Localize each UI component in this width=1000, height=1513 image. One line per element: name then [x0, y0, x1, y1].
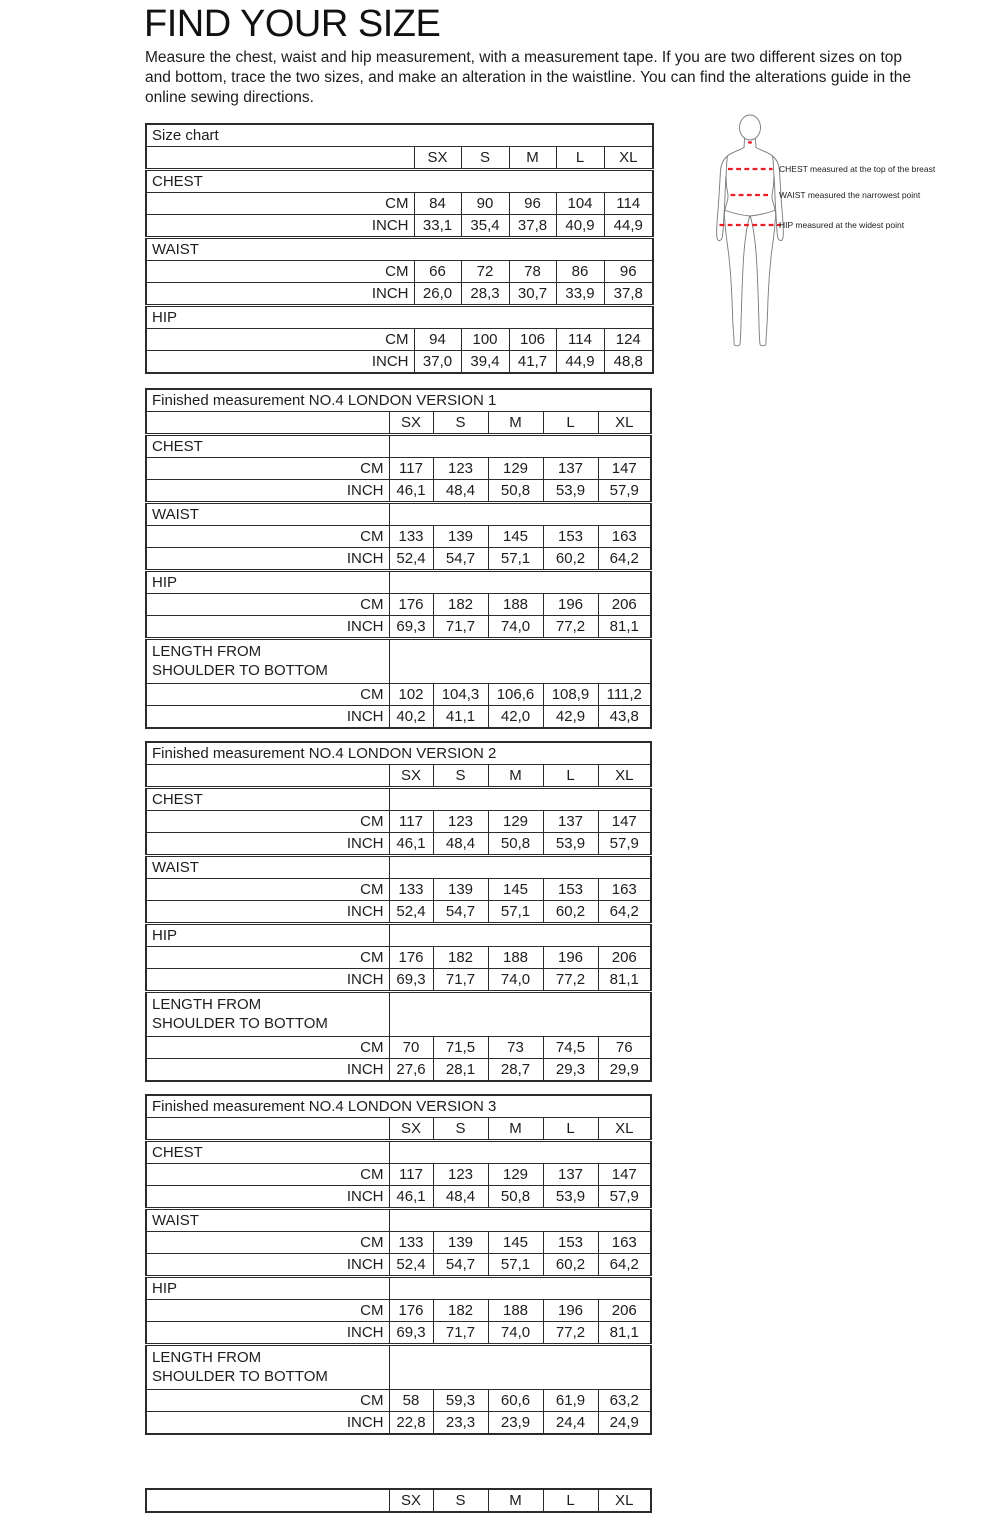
- value-cell: 52,4: [389, 548, 433, 571]
- value-cell: 188: [488, 947, 543, 969]
- unit-label: INCH: [146, 833, 389, 856]
- value-cell: 123: [433, 1164, 488, 1186]
- value-cell: 153: [543, 526, 598, 548]
- section-label: LENGTH FROM SHOULDER TO BOTTOM: [146, 639, 389, 684]
- value-cell: 48,4: [433, 1186, 488, 1209]
- value-cell: 77,2: [543, 1322, 598, 1345]
- value-cell: 86: [556, 261, 604, 283]
- value-cell: 54,7: [433, 901, 488, 924]
- value-cell: 57,9: [598, 1186, 651, 1209]
- figure-bikini-line: [726, 211, 775, 217]
- value-cell: 137: [543, 458, 598, 480]
- value-cell: 69,3: [389, 616, 433, 639]
- value-cell: 182: [433, 1300, 488, 1322]
- figure-right-leg: [750, 217, 775, 346]
- value-cell: 137: [543, 1164, 598, 1186]
- value-cell: 52,4: [389, 1254, 433, 1277]
- value-cell: 26,0: [414, 283, 461, 306]
- value-cell: 53,9: [543, 1186, 598, 1209]
- chest-annotation-text: measured at the top of the breast: [807, 164, 936, 174]
- empty-cell: [146, 1118, 389, 1141]
- value-cell: 102: [389, 684, 433, 706]
- value-cell: 129: [488, 1164, 543, 1186]
- value-cell: 106: [509, 329, 556, 351]
- value-cell: 41,7: [509, 351, 556, 374]
- value-cell: 104: [556, 193, 604, 215]
- size-header-cell: XL: [598, 1489, 651, 1512]
- value-cell: 74,0: [488, 969, 543, 992]
- value-cell: 69,3: [389, 1322, 433, 1345]
- value-cell: 53,9: [543, 833, 598, 856]
- value-cell: 69,3: [389, 969, 433, 992]
- value-cell: 108,9: [543, 684, 598, 706]
- hip-annotation-part: HIP: [779, 220, 794, 230]
- value-cell: 139: [433, 526, 488, 548]
- chest-annotation: [779, 164, 935, 174]
- value-cell: 77,2: [543, 969, 598, 992]
- value-cell: 39,4: [461, 351, 509, 374]
- size-header-cell: S: [433, 765, 488, 788]
- unit-label: INCH: [146, 215, 414, 238]
- value-cell: 59,3: [433, 1390, 488, 1412]
- value-cell: 206: [598, 594, 651, 616]
- size-header-cell: S: [433, 1489, 488, 1512]
- size-header-cell: XL: [598, 412, 651, 435]
- empty-cell: [146, 765, 389, 788]
- unit-label: INCH: [146, 548, 389, 571]
- unit-label: CM: [146, 947, 389, 969]
- value-cell: 124: [604, 329, 653, 351]
- unit-label: CM: [146, 193, 414, 215]
- empty-cell: [146, 412, 389, 435]
- size-header-cell: S: [433, 1118, 488, 1141]
- finished-measurement-table-2: [145, 741, 652, 1082]
- value-cell: 77,2: [543, 616, 598, 639]
- value-cell: 24,9: [598, 1412, 651, 1435]
- value-cell: 44,9: [604, 215, 653, 238]
- value-cell: 71,7: [433, 1322, 488, 1345]
- value-cell: 63,2: [598, 1390, 651, 1412]
- empty-cell: [389, 856, 651, 879]
- unit-label: CM: [146, 1164, 389, 1186]
- size-header-cell: S: [433, 412, 488, 435]
- value-cell: 163: [598, 1232, 651, 1254]
- value-cell: 23,3: [433, 1412, 488, 1435]
- section-label: WAIST: [146, 238, 653, 261]
- value-cell: 147: [598, 811, 651, 833]
- value-cell: 53,9: [543, 480, 598, 503]
- chest-annotation-part: CHEST: [779, 164, 808, 174]
- size-header-cell: SX: [414, 147, 461, 170]
- value-cell: 44,9: [556, 351, 604, 374]
- unit-label: CM: [146, 1037, 389, 1059]
- table-title: Finished measurement NO.4 LONDON VERSION 2: [146, 742, 651, 765]
- value-cell: 94: [414, 329, 461, 351]
- value-cell: 196: [543, 1300, 598, 1322]
- value-cell: 46,1: [389, 833, 433, 856]
- unit-label: INCH: [146, 901, 389, 924]
- value-cell: 145: [488, 879, 543, 901]
- waist-annotation-part: WAIST: [779, 190, 806, 200]
- value-cell: 41,1: [433, 706, 488, 729]
- empty-cell: [389, 1345, 651, 1390]
- unit-label: INCH: [146, 283, 414, 306]
- unit-label: CM: [146, 1390, 389, 1412]
- value-cell: 123: [433, 458, 488, 480]
- value-cell: 182: [433, 947, 488, 969]
- size-header-cell: SX: [389, 1118, 433, 1141]
- value-cell: 28,3: [461, 283, 509, 306]
- value-cell: 50,8: [488, 1186, 543, 1209]
- figure-torso-left: [724, 148, 744, 222]
- value-cell: 22,8: [389, 1412, 433, 1435]
- value-cell: 52,4: [389, 901, 433, 924]
- value-cell: 153: [543, 879, 598, 901]
- value-cell: 43,8: [598, 706, 651, 729]
- value-cell: 147: [598, 1164, 651, 1186]
- finished-measurement-table-1: [145, 388, 652, 729]
- figure-head: [740, 115, 761, 140]
- value-cell: 133: [389, 879, 433, 901]
- hip-annotation-text: measured at the widest point: [793, 220, 905, 230]
- section-label: CHEST: [146, 435, 389, 458]
- value-cell: 137: [543, 811, 598, 833]
- value-cell: 60,2: [543, 548, 598, 571]
- unit-label: INCH: [146, 1412, 389, 1435]
- unit-label: INCH: [146, 616, 389, 639]
- value-cell: 57,1: [488, 548, 543, 571]
- unit-label: CM: [146, 594, 389, 616]
- section-label: WAIST: [146, 856, 389, 879]
- page-title: FIND YOUR SIZE: [144, 3, 441, 45]
- intro-text: Measure the chest, waist and hip measurement, with a measurement tape. If you are two different sizes on top and bottom, trace the two sizes, and make an alteration in the waistline. You can find the alterations guide in the online sewing directions.: [145, 49, 912, 107]
- value-cell: 163: [598, 526, 651, 548]
- section-label: LENGTH FROM SHOULDER TO BOTTOM: [146, 992, 389, 1037]
- value-cell: 58: [389, 1390, 433, 1412]
- value-cell: 81,1: [598, 969, 651, 992]
- waist-annotation-text: measured the narrowest point: [805, 190, 921, 200]
- waist-annotation: [779, 190, 920, 200]
- unit-label: CM: [146, 684, 389, 706]
- value-cell: 74,5: [543, 1037, 598, 1059]
- value-cell: 74,0: [488, 616, 543, 639]
- unit-label: CM: [146, 1232, 389, 1254]
- value-cell: 114: [604, 193, 653, 215]
- empty-cell: [389, 435, 651, 458]
- value-cell: 117: [389, 1164, 433, 1186]
- empty-cell: [389, 992, 651, 1037]
- value-cell: 188: [488, 594, 543, 616]
- value-cell: 64,2: [598, 901, 651, 924]
- size-header-cell: XL: [598, 765, 651, 788]
- value-cell: 33,1: [414, 215, 461, 238]
- value-cell: 147: [598, 458, 651, 480]
- empty-cell: [389, 924, 651, 947]
- section-label: HIP: [146, 1277, 389, 1300]
- value-cell: 117: [389, 458, 433, 480]
- body-figure-illustration: [705, 114, 795, 349]
- empty-cell: [146, 1489, 389, 1512]
- next-table-partial: [145, 1488, 652, 1509]
- table-title: Finished measurement NO.4 LONDON VERSION 3: [146, 1095, 651, 1118]
- value-cell: 114: [556, 329, 604, 351]
- value-cell: 40,9: [556, 215, 604, 238]
- value-cell: 24,4: [543, 1412, 598, 1435]
- empty-cell: [389, 571, 651, 594]
- value-cell: 61,9: [543, 1390, 598, 1412]
- value-cell: 196: [543, 594, 598, 616]
- chin-marker-dot: [748, 141, 752, 143]
- value-cell: 153: [543, 1232, 598, 1254]
- size-header-cell: L: [543, 765, 598, 788]
- value-cell: 139: [433, 1232, 488, 1254]
- figure-torso-right: [756, 148, 776, 222]
- value-cell: 90: [461, 193, 509, 215]
- value-cell: 33,9: [556, 283, 604, 306]
- empty-cell: [389, 1277, 651, 1300]
- value-cell: 42,9: [543, 706, 598, 729]
- value-cell: 27,6: [389, 1059, 433, 1082]
- value-cell: 60,2: [543, 1254, 598, 1277]
- size-header-cell: SX: [389, 412, 433, 435]
- table-title: Finished measurement NO.4 LONDON VERSION 1: [146, 389, 651, 412]
- value-cell: 133: [389, 526, 433, 548]
- size-header-cell: M: [509, 147, 556, 170]
- section-label: CHEST: [146, 170, 653, 193]
- value-cell: 72: [461, 261, 509, 283]
- empty-cell: [389, 1141, 651, 1164]
- value-cell: 206: [598, 947, 651, 969]
- table-block-1: [145, 388, 652, 729]
- value-cell: 81,1: [598, 1322, 651, 1345]
- value-cell: 81,1: [598, 616, 651, 639]
- unit-label: INCH: [146, 706, 389, 729]
- section-label: WAIST: [146, 503, 389, 526]
- value-cell: 46,1: [389, 480, 433, 503]
- empty-cell: [389, 639, 651, 684]
- table-title: Size chart: [146, 124, 653, 147]
- value-cell: 60,6: [488, 1390, 543, 1412]
- value-cell: 30,7: [509, 283, 556, 306]
- value-cell: 37,8: [604, 283, 653, 306]
- size-header-cell: SX: [389, 1489, 433, 1512]
- size-header-cell: M: [488, 765, 543, 788]
- value-cell: 176: [389, 947, 433, 969]
- value-cell: 29,9: [598, 1059, 651, 1082]
- value-cell: 96: [604, 261, 653, 283]
- unit-label: CM: [146, 329, 414, 351]
- value-cell: 104,3: [433, 684, 488, 706]
- value-cell: 54,7: [433, 548, 488, 571]
- value-cell: 71,7: [433, 616, 488, 639]
- value-cell: 50,8: [488, 480, 543, 503]
- value-cell: 176: [389, 1300, 433, 1322]
- value-cell: 145: [488, 1232, 543, 1254]
- unit-label: INCH: [146, 480, 389, 503]
- value-cell: 70: [389, 1037, 433, 1059]
- value-cell: 46,1: [389, 1186, 433, 1209]
- value-cell: 57,1: [488, 901, 543, 924]
- value-cell: 123: [433, 811, 488, 833]
- size-header-cell: SX: [389, 765, 433, 788]
- size-header-cell: XL: [604, 147, 653, 170]
- section-label: LENGTH FROM SHOULDER TO BOTTOM: [146, 1345, 389, 1390]
- value-cell: 42,0: [488, 706, 543, 729]
- size-header-cell: M: [488, 1489, 543, 1512]
- size-header-cell: L: [543, 1489, 598, 1512]
- value-cell: 100: [461, 329, 509, 351]
- section-label: CHEST: [146, 788, 389, 811]
- finished-measurement-table-3: [145, 1094, 652, 1435]
- value-cell: 78: [509, 261, 556, 283]
- unit-label: CM: [146, 458, 389, 480]
- size-chart-table: [145, 123, 654, 374]
- value-cell: 129: [488, 811, 543, 833]
- value-cell: 117: [389, 811, 433, 833]
- empty-cell: [389, 503, 651, 526]
- hip-annotation: [779, 220, 904, 230]
- empty-cell: [389, 788, 651, 811]
- value-cell: 106,6: [488, 684, 543, 706]
- value-cell: 48,4: [433, 833, 488, 856]
- section-label: CHEST: [146, 1141, 389, 1164]
- figure-left-arm: [717, 156, 728, 241]
- size-header-cell: L: [543, 1118, 598, 1141]
- unit-label: INCH: [146, 1322, 389, 1345]
- unit-label: CM: [146, 879, 389, 901]
- table-block-3: [145, 1094, 652, 1435]
- value-cell: 182: [433, 594, 488, 616]
- size-header-cell: S: [461, 147, 509, 170]
- section-label: HIP: [146, 924, 389, 947]
- value-cell: 48,8: [604, 351, 653, 374]
- size-header-cell: M: [488, 1118, 543, 1141]
- section-label: HIP: [146, 571, 389, 594]
- value-cell: 64,2: [598, 548, 651, 571]
- value-cell: 60,2: [543, 901, 598, 924]
- value-cell: 196: [543, 947, 598, 969]
- size-header-cell: L: [543, 412, 598, 435]
- next-table-partial-row: [145, 1488, 652, 1513]
- value-cell: 37,0: [414, 351, 461, 374]
- size-header-cell: M: [488, 412, 543, 435]
- value-cell: 188: [488, 1300, 543, 1322]
- value-cell: 37,8: [509, 215, 556, 238]
- value-cell: 48,4: [433, 480, 488, 503]
- value-cell: 35,4: [461, 215, 509, 238]
- value-cell: 176: [389, 594, 433, 616]
- figure-left-leg: [725, 217, 750, 346]
- value-cell: 139: [433, 879, 488, 901]
- value-cell: 23,9: [488, 1412, 543, 1435]
- value-cell: 145: [488, 526, 543, 548]
- value-cell: 28,7: [488, 1059, 543, 1082]
- value-cell: 57,9: [598, 480, 651, 503]
- value-cell: 71,5: [433, 1037, 488, 1059]
- value-cell: 73: [488, 1037, 543, 1059]
- empty-cell: [389, 1209, 651, 1232]
- unit-label: CM: [146, 526, 389, 548]
- unit-label: CM: [146, 1300, 389, 1322]
- value-cell: 163: [598, 879, 651, 901]
- value-cell: 129: [488, 458, 543, 480]
- table-block-0: [145, 123, 654, 374]
- unit-label: INCH: [146, 351, 414, 374]
- unit-label: CM: [146, 811, 389, 833]
- value-cell: 50,8: [488, 833, 543, 856]
- unit-label: INCH: [146, 1186, 389, 1209]
- value-cell: 66: [414, 261, 461, 283]
- table-block-2: [145, 741, 652, 1082]
- unit-label: INCH: [146, 969, 389, 992]
- value-cell: 133: [389, 1232, 433, 1254]
- value-cell: 28,1: [433, 1059, 488, 1082]
- value-cell: 71,7: [433, 969, 488, 992]
- value-cell: 57,9: [598, 833, 651, 856]
- value-cell: 40,2: [389, 706, 433, 729]
- section-label: WAIST: [146, 1209, 389, 1232]
- unit-label: CM: [146, 261, 414, 283]
- size-header-cell: L: [556, 147, 604, 170]
- size-header-cell: XL: [598, 1118, 651, 1141]
- value-cell: 54,7: [433, 1254, 488, 1277]
- value-cell: 76: [598, 1037, 651, 1059]
- value-cell: 206: [598, 1300, 651, 1322]
- value-cell: 96: [509, 193, 556, 215]
- value-cell: 57,1: [488, 1254, 543, 1277]
- section-label: HIP: [146, 306, 653, 329]
- value-cell: 64,2: [598, 1254, 651, 1277]
- unit-label: INCH: [146, 1254, 389, 1277]
- empty-cell: [146, 147, 414, 170]
- value-cell: 84: [414, 193, 461, 215]
- value-cell: 29,3: [543, 1059, 598, 1082]
- value-cell: 74,0: [488, 1322, 543, 1345]
- body-outline-figure: [705, 114, 795, 349]
- unit-label: INCH: [146, 1059, 389, 1082]
- value-cell: 111,2: [598, 684, 651, 706]
